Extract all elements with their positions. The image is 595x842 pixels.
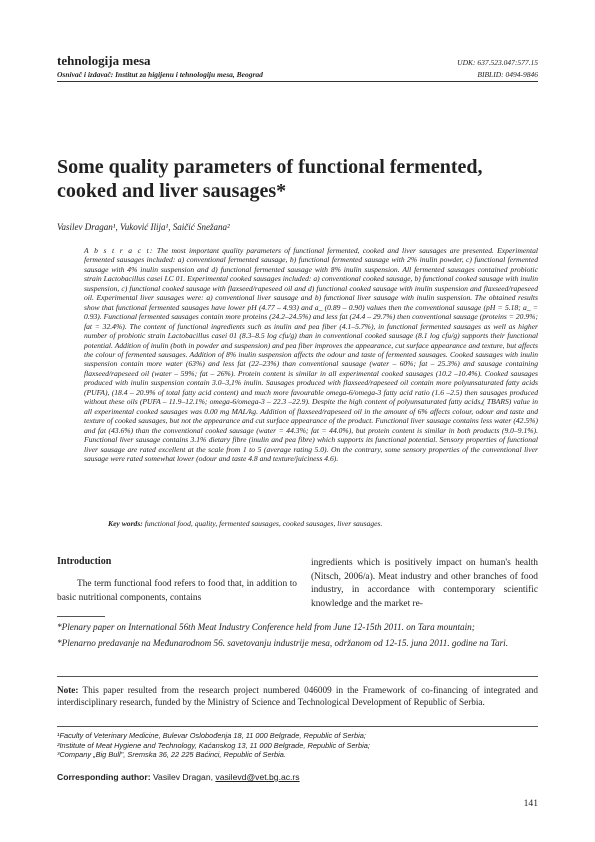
- section-heading-introduction: Introduction: [57, 556, 112, 567]
- keywords-text: functional food, quality, fermented sausages, cooked sausages, liver sausages.: [142, 519, 383, 528]
- journal-name: tehnologija mesa: [57, 53, 151, 68]
- affiliation-2: ²Institute of Meat Hygiene and Technology, Kaćanskog 13, 11 000 Belgrade, Republic of Serbia;: [57, 740, 370, 750]
- note-text: This paper resulted from the research project numbered 046009 in the Framework of co-financing of integrated and interdisciplinary research, funded by the Ministry of Science and Technological Development of Republic of Serbia.: [57, 685, 538, 707]
- intro-column-2: ingredients which is positively impact on human's health (Nitsch, 2006/a). Meat industry and other branches of food industry, in accordance with contemporary scientific knowledge and the market re-: [311, 558, 538, 609]
- intro-column-1: The term functional food refers to food that, in addition to basic nutritional components, contains: [57, 579, 297, 603]
- biblid-code: BIBLID: 0494-9846: [477, 70, 538, 79]
- udk-code: UDK: 637.523.047:577.15: [457, 58, 538, 67]
- abstract: [84, 246, 538, 463]
- affiliation-divider: [57, 726, 538, 727]
- corresponding-label: Corresponding author:: [57, 772, 151, 782]
- note-label: Note:: [57, 685, 79, 695]
- abstract-lead: A b s t r a c t:: [84, 246, 154, 255]
- funding-note: [57, 684, 538, 708]
- header-divider: [57, 81, 538, 82]
- author-list: Vasilev Dragan¹, Vuković Ilija¹, Saičić Snežana²: [57, 222, 230, 232]
- affiliation-3: ³Company „Big Bull", Sremska 36, 22 225 Baćinci, Republic of Serbia.: [57, 750, 286, 760]
- keywords-label: Key words:: [108, 519, 143, 528]
- affiliation-1: ¹Faculty of Veterinary Medicine, Bulevar Oslobođenja 18, 11 000 Belgrade, Republic of Serbia;: [57, 731, 366, 740]
- corresponding-author: [57, 772, 300, 782]
- footnote-divider: [57, 616, 105, 617]
- note-divider: [57, 676, 538, 677]
- footnote-english: *Plenary paper on International 56th Meat Industry Conference held from June 12-15th 2011. on Tara mountain;: [57, 622, 475, 632]
- corresponding-name: Vasilev Dragan,: [150, 772, 216, 782]
- corresponding-email-link[interactable]: vasilevd@vet.bg.ac.rs: [215, 772, 300, 782]
- affiliations: [57, 731, 538, 760]
- abstract-text: The most important quality parameters of functional fermented, cooked and liver sausages are presented. Experimental fermented sausages included: a) conventional fermented sausage, b) functional fermented sausage with 2% inulin powder, c) functional fermented sausage with 4% inulin suspension and d) functional fermented sausage with 8% inulin suspension. All fermented sausages contained probiotic strain Lactobacillus casei LC 01. Experimental cooked sausages included: a) conventional cooked sausage, b) functional cooked sausage with inulin suspension, c) functional cooked sausage with flaxseed/rapeseed oil and d) functional cooked sausage with inulin suspension and flaxseed/rapeseed oil. Experimental liver sausages were: a) conventional liver sausage and b) functional liver sausage with inulin suspension. The obtained results show that functional fermented sausages have lower pH (4.77 – 4.93) and a_ (0.89 – 0.90) values then the conventional sausage (pH = 5.18; a_ = 0.93). Functional fermented sausages contain more proteins (24.2–24.5%) and less fat (24.4 – 29.7%) then conventional sausage (proteins = 20.9%; fat = 32.4%). The content of functional ingredients such as inulin and pea fiber (4.1–5.7%), in functional fermented sausages as well as higher number of probiotic strain Lactobacillus casei 01 (8.3–8.5 log cfu/g) than in conventional cooked sausage (8.1 log cfu/g) supports their functional potential. Addition of inulin (both in powder and suspension) and pea fiber improves the appearance, cut surface appearance and texture, but affects the colour of fermented sausages. Addition of 8% inulin suspension affects the odour and taste of fermented sausages. Cooked sausages with inulin suspension contain more water (63%) and less fat (22–23%) than conventional sausage (water – 60%; fat – 25.3%) and sausage containing flaxseed/rapeseed oil (water – 59%; fat – 26%). Protein content is similar in all experimental cooked sausages (10.2 –10.4%). Cooked sausages produced with inulin suspension contain 3.0–3,1% inulin. Sausages produced with flaxseed/rapeseed oil contain more polyunsaturated fatty acids (PUFA), (18.4 – 20.9% of total fatty acid content) and much more favourable omega-6/omega-3 fatty acid ratio (1.6 –2.5) then sausages produced without these oils (PUFA – 11.9–12.1%; omega-6/omega-3 – 22.3 –22.9). Despite the high content of polyunsaturated fatty acids,( TBARS) value in all experimental cooked sausages was 0.00 mg MAL/kg. Addition of flaxseed/rapeseed oil in the amount of 6% affects colour, odour and taste and texture of cooked sausages, but not the appearance and cut surface appearance of the product. Functional liver sausage contains less water (42.5%) and fat (43.6%) than the conventional cooked sausage (water = 44.3%; fat = 44.0%), but protein content is similar in both products (9.0–9.1%). Functional liver sausage contains 3.1% dietary fibre (inulin and pea fibre) which supports its functional potential. Sensory properties of functional liver sausage are rated excellent at the scale from 1 to 5 (average rating 5.0). On the contrary, some sensory properties of the conventional liver sausage were rated somewhat lower (odour and taste 4.8 and texture/juiciness 4.6).: [84, 246, 538, 463]
- footnotes: [57, 622, 538, 653]
- keywords: [108, 519, 382, 528]
- page-number: 141: [523, 798, 538, 809]
- footnote-serbian: *Plenarno predavanje na Međunarodnom 56. savetovanju industrije mesa, održanom od 12-15. juna 2011. godine na Tari.: [57, 637, 509, 648]
- paper-title: Some quality parameters of functional fermented, cooked and liver sausages*: [57, 156, 483, 202]
- publisher-line: Osnivač i izdavač: Institut za higijenu i tehnologiju mesa, Beograd: [57, 70, 263, 79]
